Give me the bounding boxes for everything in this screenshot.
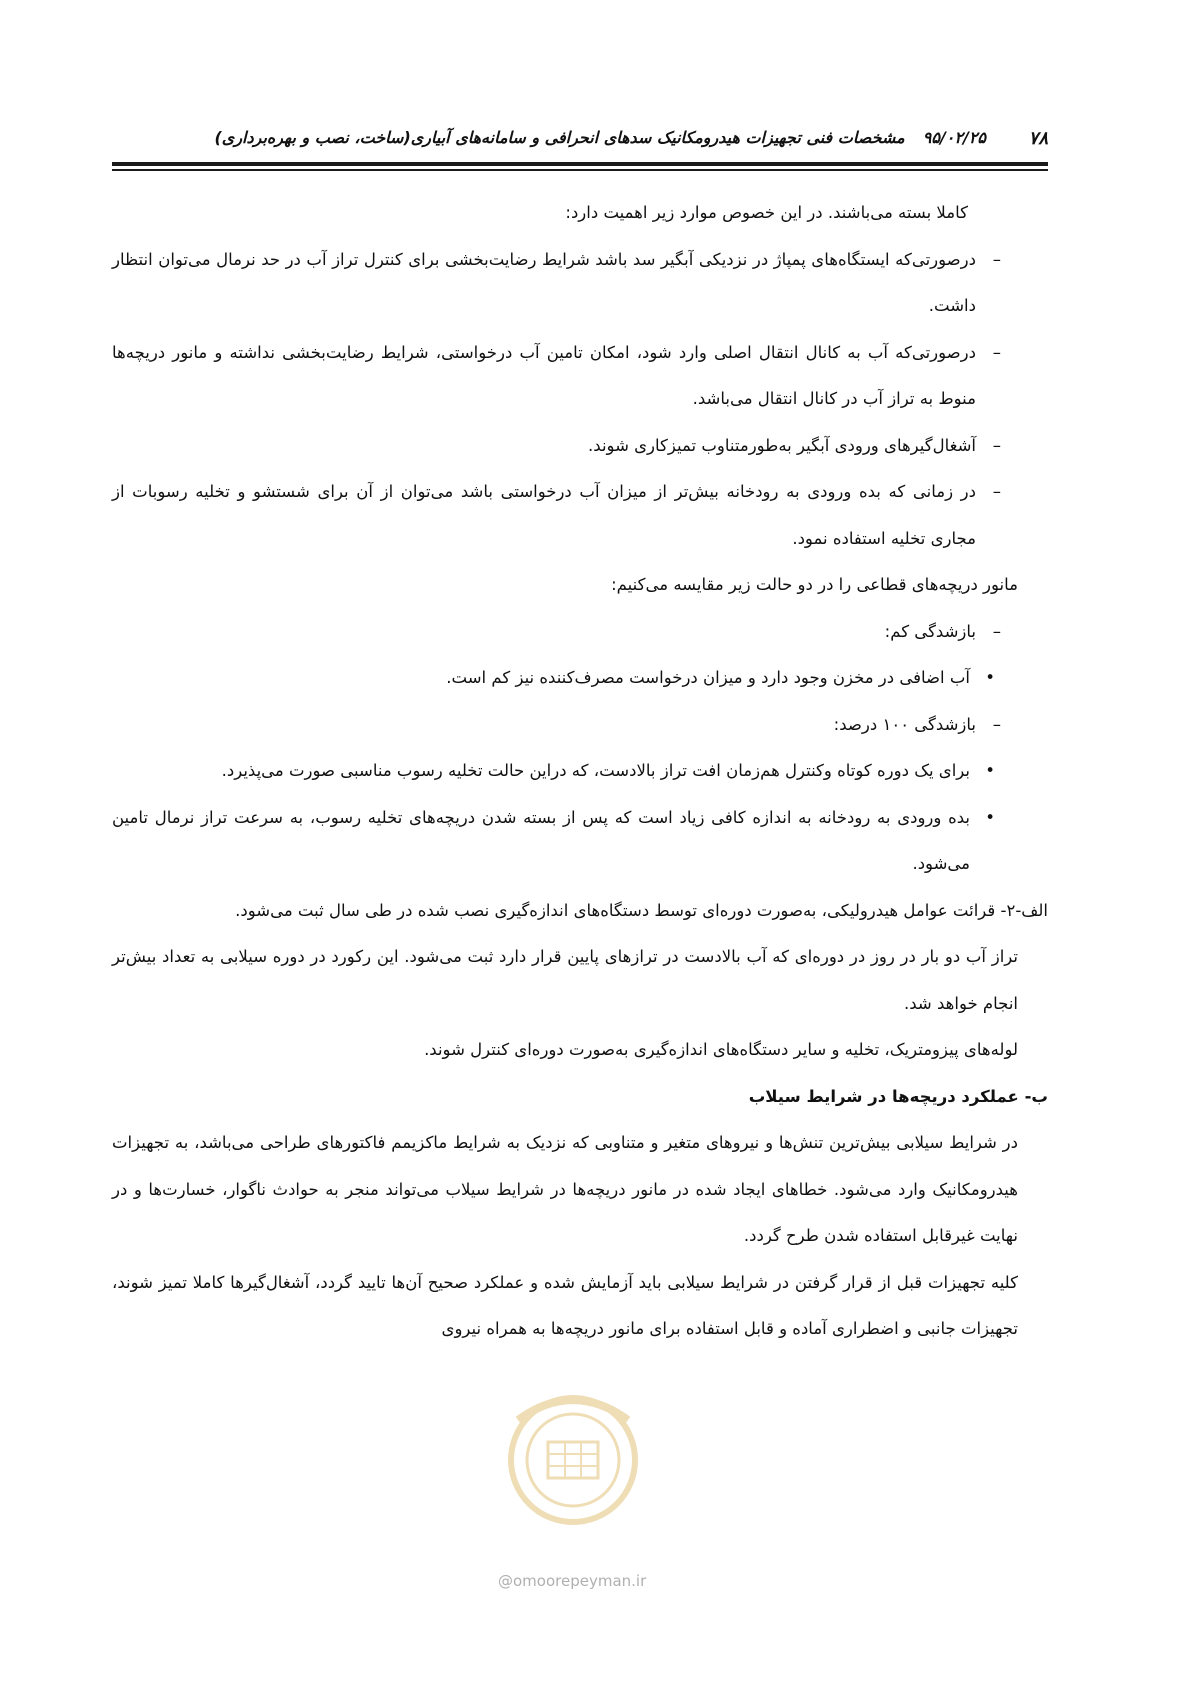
header-rule-thin (112, 169, 1048, 171)
dash-item-text: بازشدگی کم: (884, 621, 976, 641)
bullet-item-text: بده ورودی به رودخانه به اندازه کافی زیاد است که پس از بسته شدن دریچه‌های تخلیه رسوب، به سرعت تراز نرمال تامین می‌شود. (112, 807, 970, 873)
page-header (112, 128, 1048, 152)
header-rule-thick (112, 162, 1048, 166)
bullet-item-text: برای یک دوره کوتاه وکنترل هم‌زمان افت تراز بالادست، که دراین حالت تخلیه رسوب مناسبی صورت می‌پذیرد. (221, 761, 970, 780)
paragraph: کاملا بسته می‌باشند. در این خصوص موارد زیر اهمیت دارد: (565, 203, 968, 222)
bullet-item (112, 748, 1048, 795)
dash-marker: – (992, 435, 1001, 455)
page-number: ۷۸ (1028, 128, 1048, 149)
paragraph: تراز آب دو بار در روز در دوره‌ای که آب بالادست در ترازهای پایین قرار دارد ثبت می‌شود. این رکورد در دوره سیلابی به تعداد بیش‌تر انجام خواهد شد. (112, 947, 1018, 1013)
watermark-text-row (498, 1572, 646, 1590)
paragraph: کلیه تجهیزات قبل از قرار گرفتن در شرایط سیلابی باید آزمایش شده و عملکرد صحیح آن‌ها تایید گردد، آشغال‌گیرها کاملا تمیز شوند، تجهیزات جانبی و اضطراری آماده و قابل استفاده برای مانور دریچه‌ها به همراه نیروی (112, 1272, 1018, 1338)
bullet-item-text: آب اضافی در مخزن وجود دارد و میزان درخواست مصرف‌کننده نیز کم است. (446, 668, 970, 687)
watermark-text: omoorepeyman.ir (513, 1572, 647, 1590)
dash-item-text: درصورتی‌که آب به کانال انتقال اصلی وارد شود، امکان تامین آب درخواستی، شرایط رضایت‌بخشی نداشته و مانور دریچه‌ها منوط به تراز آب در کانال انتقال می‌باشد. (112, 342, 976, 408)
dash-marker: – (992, 249, 1001, 269)
header-title: مشخصات فنی تجهیزات هیدرومکانیک سدهای انحرافی و سامانه‌های آبیاری(ساخت، نصب و بهره‌برداری) (214, 128, 905, 147)
section-heading: ب- عملکرد دریچه‌ها در شرایط سیلاب (748, 1086, 1048, 1106)
dash-marker: – (992, 482, 1001, 501)
watermark-seal-icon (478, 1380, 668, 1530)
document-body (112, 190, 1048, 1353)
paragraph: الف-۲- قرائت عوامل هیدرولیکی، به‌صورت دوره‌ای توسط دستگاه‌های اندازه‌گیری نصب شده در طی سال ثبت می‌شود. (235, 900, 1048, 920)
dash-item-text: در زمانی که بده ورودی به رودخانه بیش‌تر از میزان آب درخواستی باشد می‌توان از آن برای شستشو و تخلیه رسوبات از مجاری تخلیه استفاده نمود. (112, 482, 976, 548)
dash-item-text: بازشدگی ۱۰۰ درصد: (833, 714, 976, 734)
dash-marker: – (992, 714, 1001, 734)
paragraph: مانور دریچه‌های قطاعی را در دو حالت زیر مقایسه می‌کنیم: (611, 575, 1018, 594)
dash-item (112, 702, 1048, 749)
paragraph: لوله‌های پیزومتریک، تخلیه و سایر دستگاه‌های اندازه‌گیری به‌صورت دوره‌ای کنترل شوند. (424, 1040, 1018, 1059)
dash-item (112, 469, 1048, 562)
header-date: ۹۵/۰۲/۲۵ (922, 128, 986, 147)
dash-marker: – (992, 342, 1001, 362)
at-icon: @ (498, 1572, 513, 1590)
dash-item (112, 237, 1048, 330)
bullet-marker: • (985, 761, 995, 780)
bullet-marker: • (985, 668, 995, 687)
paragraph: در شرایط سیلابی بیش‌ترین تنش‌ها و نیروهای متغیر و متناوبی که نزدیک به شرایط ماکزیمم فاکتورهای طراحی می‌باشد، به تجهیزات هیدرومکانیک وارد می‌شود. خطاهای ایجاد شده در مانور دریچه‌ها در شرایط سیلاب می‌تواند منجر به حوادث ناگوار، خسارت‌ها و در نهایت غیرقابل استفاده شدن طرح گردد. (112, 1133, 1018, 1245)
dash-item (112, 330, 1048, 423)
bullet-marker: • (985, 807, 995, 827)
bullet-item (112, 655, 1048, 702)
header-title-line (214, 128, 986, 147)
dash-item-text: درصورتی‌که ایستگاه‌های پمپاژ در نزدیکی آبگیر سد باشد شرایط رضایت‌بخشی برای کنترل تراز آب در حد نرمال می‌توان انتظار داشت. (112, 249, 976, 315)
dash-item (112, 609, 1048, 656)
dash-marker: – (992, 621, 1001, 641)
dash-item-text: آشغال‌گیرهای ورودی آبگیر به‌طورمتناوب تمیزکاری شوند. (588, 435, 976, 455)
bullet-item (112, 795, 1048, 888)
dash-item (112, 423, 1048, 470)
